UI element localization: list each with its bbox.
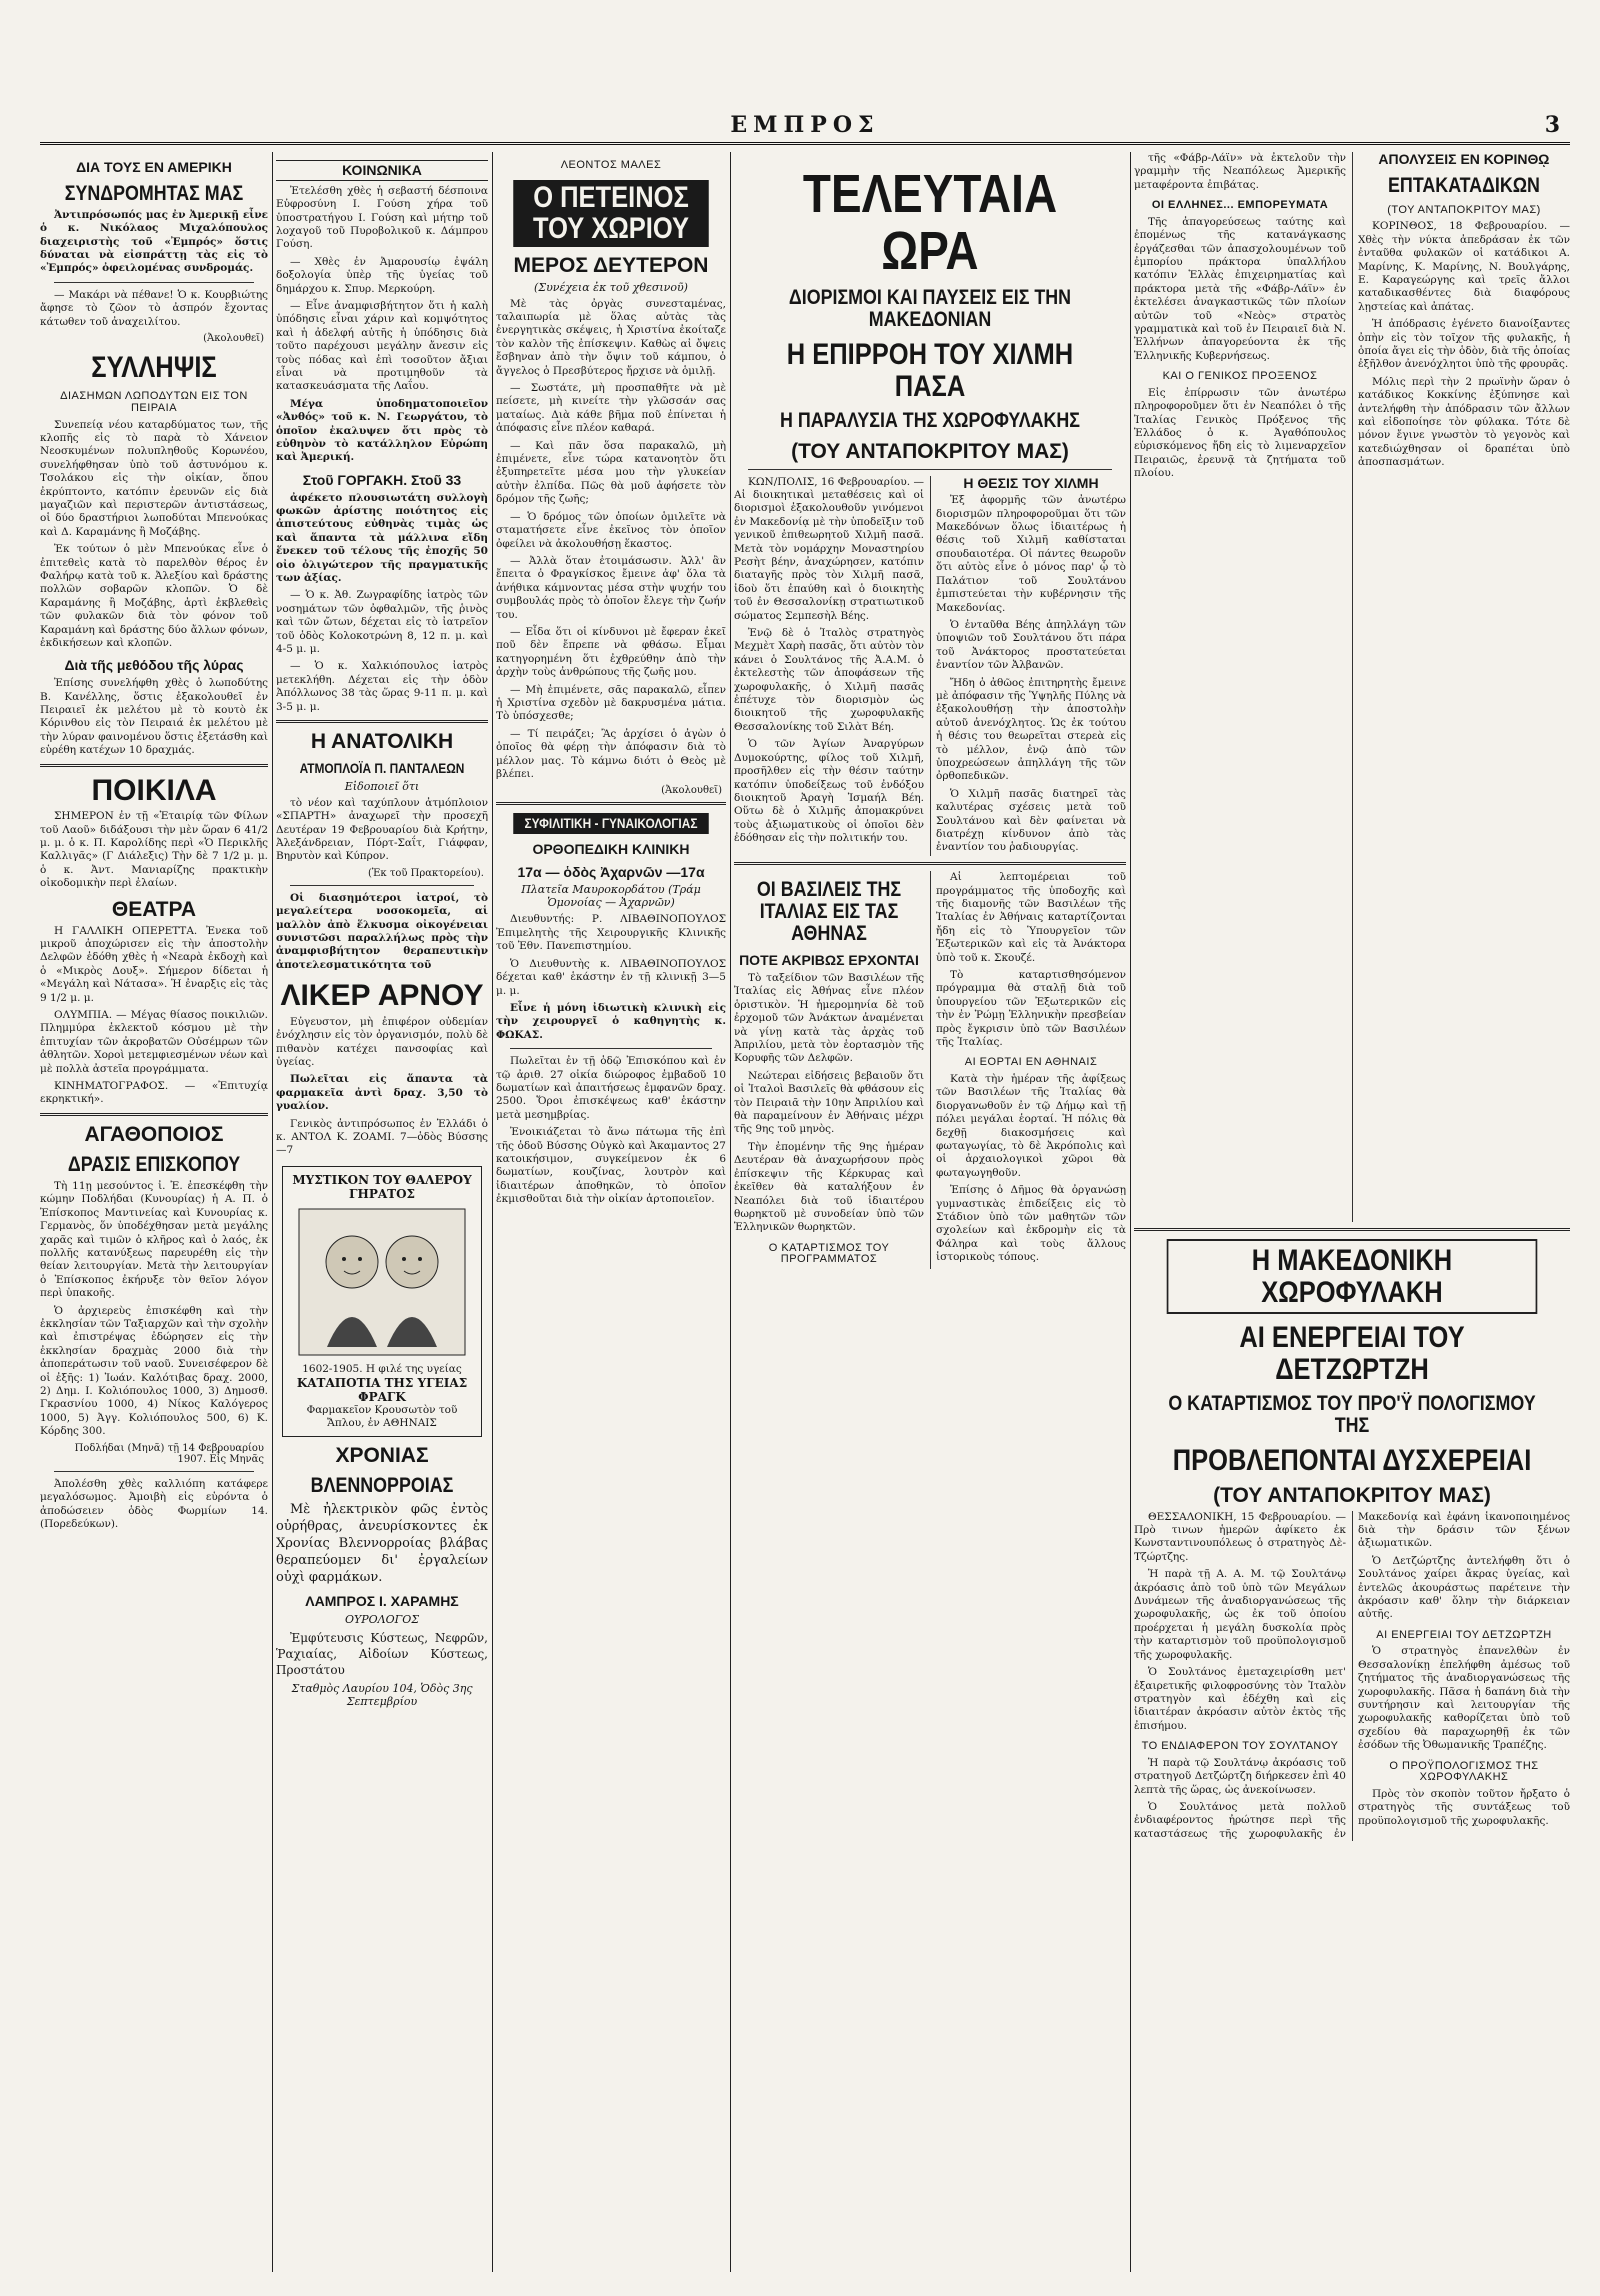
- subheadline: Στοῦ ΓΟΡΓΑΚΗ. Στοῦ 33: [302, 471, 462, 488]
- article-text: — Μακάρι νὰ πέθανε! Ὁ κ. Κουρβιώτης ἄφησε τὸ ζῶον τὸ ἀσπρόν ἔχοντας κάτωθεν τοῦ ἀναχειλίτου.: [40, 288, 268, 328]
- article-text: — Εἶδα ὅτι οἱ κίνδυνοι μὲ ἔφεραν ἐκεῖ ποῦ δὲν ἔπρεπε νὰ φθάσω. Εἶμαι κατηγορημένη ὅτι ἐχθρεύθην ἀπὸ τὴν ἀρχὴν τοὺς ἀνθρώπους τῆς ζωῆς μου.: [496, 625, 726, 679]
- article-text: Τὸ καταρτισθησόμενον πρόγραμμα θὰ σταλῇ διὰ τοῦ ὑπουργείου τῶν Ἐξωτερικῶν εἰς τὴν ἐν Ῥώμῃ Ἑλληνικὴν πρεσβείαν πρὸς ἔγκρισιν ὑπὸ τῶν Βασιλέων τῆς Ἰταλίας.: [936, 969, 1126, 1049]
- subheadline: ΑΙ ΕΝΕΡΓΕΙΑΙ ΤΟΥ ΔΕΤΖΩΡΤΖΗ: [1376, 1628, 1552, 1641]
- article-text: Τὴ 11ῃ μεσούντος ἰ. Ἐ. ἐπεσκέφθη τὴν κώμην Ποδλήδαι (Κυνουρίας) ἡ Α. Π. ὁ Ἐπίσκοπος Μαντινείας καὶ Κυνουρίας κ. Γερμανὸς, ὅν ὑποδέχθησαν μετὰ μεγάλης χαρᾶς καὶ τιμῶν ὁ κλῆρος καὶ ὁ λαός, ἐκ πολλῆς κατανύξεως παρευρέθη εἰς τὴν θείαν λειτουργίαν. Μετὰ τὴν λειτουργίαν ὁ Ἐπίσκοπος ἐκήρυξε τὸν θεῖον λόγον περὶ ὑπακοῆς.: [40, 1179, 268, 1300]
- serial-title: Ο ΠΕΤΕΙΝΟΣ ΤΟΥ ΧΩΡΙΟΥ: [513, 180, 709, 247]
- headline: ΟΙ ΒΑΣΙΛΕΙΣ ΤΗΣ ΙΤΑΛΙΑΣ ΕΙΣ ΤΑΣ ΑΘΗΝΑΣ: [756, 878, 902, 946]
- serial-note: (Συνέχεια ἐκ τοῦ χθεσινοῦ): [534, 280, 688, 294]
- subheadline: ΤΟ ΕΝΔΙΑΦΕΡΟΝ ΤΟΥ ΣΟΥΛΤΑΝΟΥ: [1141, 1740, 1339, 1753]
- divider: [510, 1048, 712, 1049]
- ad-caption: 1602-1905. Η φιλέ της υγείας: [302, 1362, 462, 1375]
- headline: ΑΤΜΟΠΛΟΪΑ Π. ΠΑΝΤΑΛΕΩΝ: [299, 760, 465, 777]
- article-text: Αἱ λεπτομέρειαι τοῦ προγράμματος τῆς ὑποδοχῆς καὶ τῆς διαμονῆς τῶν Βασιλέων τῆς Ἰταλίας ἐν Ἀθήναις καταρτίζονται ἤδη εἰς τὸ Ὑπουργεῖον τῶν Ἐξωτερικῶν καὶ εἰς τὰ Ἀνάκτορα ὑπὸ τοῦ κ. Σκουζέ.: [936, 871, 1126, 964]
- byline: (ΤΟΥ ΑΝΤΑΠΟΚΡΙΤΟΥ ΜΑΣ): [791, 439, 1069, 463]
- article-text: Ὁ ἀρχιερεὺς ἐπισκέφθη καὶ τὴν ἐκκλησίαν τῶν Ταξιαρχῶν καὶ τὴν σχολὴν καὶ ἐπιστρέψας ἐδώρησεν εἰς τὴν ἐκκλησίαν δραχμὰς 2000 διὰ τὴν ἀποπεράτωσιν τοῦ ναοῦ. Συνεισέφερον δὲ οἱ ἐξῆς: 1) Ἰωάν. Καλότιβας δραχ. 2000, 2) Δημ. Ι. Κολιόπουλος 1000, 3) Δημοσθ. Γκρασνίου 1000, 4) Νίκος Καλόγερος 1000, 5) Ἀγγ. Κολιόπουλος 500, 6) Κ. Κόρδης 300.: [40, 1304, 268, 1438]
- divider: [54, 1471, 254, 1472]
- ad-address: Σταθμὸς Λαυρίου 104, Ὁδὸς 3ης Σεπτεμβρίου: [291, 1681, 473, 1708]
- subheadline: Η ΘΕΣΙΣ ΤΟΥ ΧΙΛΜΗ: [963, 474, 1099, 491]
- subheadline: ΔΙΑΣΗΜΩΝ ΛΩΠΟΔΥΤΩΝ ΕΙΣ ΤΟΝ ΠΕΙΡΑΙΑ: [60, 390, 248, 415]
- ad-caption: Φαρμακεῖον Κρουσωτὸν τοῦ Ἄπλου, ἐν ΑΘΗΝΑΙΣ: [306, 1403, 458, 1429]
- headline: ΠΡΟΒΛΕΠΟΝΤΑΙ ΔΥΣΧΕΡΕΙΑΙ: [1172, 1444, 1532, 1478]
- article-text: τὸ νέον καὶ ταχύπλουν ἀτμόπλοιον «ΣΠΑΡΤΗ» ἀναχωρεῖ τὴν προσεχῆ Δευτέραν 19 Φεβρουαρίου διὰ Κρήτην, Ἀλεξάνδρειαν, Πόρτ-Σαΐτ, Γιάφφαν, Βηρυτὸν καὶ Κύπρον.: [276, 796, 488, 863]
- article-text: Ἤδη ὁ ἀθῶος ἐπιτηρητὴς ἔμεινε μὲ ἀπόφασιν τῆς Ὑψηλῆς Πύλης νὰ ἐξακολουθήσῃ τὴν ἀποστολὴν αὐτοῦ ἀνενόχλητος. Ὡς ἐκ τούτου ἡ θέσις του θεωρεῖται στερεὰ εἰς τὸ μέλλον, ἐνῷ ἀπὸ τῶν ὑποχρεώσεων ἀπηλλάγη τῆς τῶν ὀρθοπεδικῶν.: [936, 676, 1126, 783]
- article-text: Ὁ Σουλτάνος μετὰ πολλοῦ ἐνδιαφέροντος ἠρώτησε περὶ τῆς καταστάσεως τῆς χωροφυλακῆς ἐν Μακεδονίᾳ καὶ ἐφάνη ἱκανοποιημένος διὰ τὴν δράσιν τῶν ξένων ἀξιωματικῶν.: [1134, 1510, 1570, 1840]
- advertisement-box: [282, 1166, 482, 1437]
- ad-title: ΛΑΜΠΡΟΣ Ι. ΧΑΡΑΜΗΣ: [305, 1592, 459, 1609]
- article-signature: (Ἐκ τοῦ Πρακτορείου).: [368, 867, 484, 879]
- ad-title: ΛΙΚΕΡ ΑΡΝΟΥ: [280, 979, 484, 1013]
- article-text: — Ὁ κ. Χαλκιόπουλος ἰατρὸς μετεκλήθη. Δέχεται εἰς τὴν ὁδὸν Ἀπόλλωνος 38 τὰς ὥρας 9-11 π. μ. καὶ 3-5 μ. μ.: [276, 660, 488, 713]
- ad-address: Πλατεῖα Μαυροκορδάτου (Τράμ Ὁμονοίας — Ἀχαρνῶν): [521, 883, 701, 910]
- headline: ΔΡΑΣΙΣ ΕΠΙΣΚΟΠΟΥ: [67, 1152, 241, 1176]
- article-signature: (Ἀκολουθεῖ): [203, 332, 264, 344]
- article-text: Η ΓΑΛΛΙΚΗ ΟΠΕΡΕΤΤΑ. Ἐνεκα τοῦ μικροῦ ἀποχώρισεν εἰς τὴν ἀποστολὴν Δελφῶν ἐδόθη χθὲς ἡ «Νεαρὰ ἐκδοχὴ καὶ ὁ «Μικρὸς Δουξ». Σήμερον δίδεται ἡ «Μεγάλη καὶ Νάτασα». Ἡ ἐναρξις εἰς τὰς 9 1/2 μ. μ.: [40, 924, 268, 1004]
- article-text: ΚΩΝ/ΠΟΛΙΣ, 16 Φεβρουαρίου. — Αἱ διοικητικαὶ μεταθέσεις καὶ οἱ διορισμοὶ ἐξακολουθοῦν γινόμενοι ἐν Μακεδονίᾳ μὲ τὴν ὑποδεῖξιν τοῦ γενικοῦ ἐπιθεωρητοῦ Χιλμῆ πασᾶ. Μετὰ τὸν νομάρχην Μοναστηρίου Ρεσὴτ βέην, ἀναχώρησεν, κατόπιν διαταγῆς πρὸς τὸν Χιλμῆ πασᾶ, ἰδοὺ ὅτι ἐπαύθη καὶ ὁ διοικητὴς τοῦ ἐν Θεσσαλονίκῃ στρατιωτικοῦ σώματος Σεμπεσὴλ Βέης.: [734, 475, 925, 622]
- article-text: Πρὸς τὸν σκοπὸν τοῦτον ἤρξατο ὁ στρατηγὸς τῆς συντάξεως τοῦ προϋπολογισμοῦ τῆς χωροφυλακῆς.: [1358, 1787, 1570, 1827]
- section-heading: ΠΟΙΚΙΛΑ: [91, 773, 217, 807]
- article-text: Συνεπείᾳ νέου καταρδύματος των, τῆς κλοπῆς εἰς τὸ παρὰ τὸ Χάνειον Νεοσκυμένων πολυπληθοῦς Κορωνέου, συνελήφθησαν ὑπὸ τοῦ ἀστυνόμου κ. Τσολάκου εἰς τὴν οἰκίαν, ὅπου ἐκρύπτοντο, κατόπιν ἐρευνῶν εἰς διὰ μαγαζιῶν καὶ περιστερῶν ἀντιστάσεως, οἱ δύο δραστήριοι λωποδύται Μπενούκας καὶ Δ. Καραμάνης ἢ Μοζάβης.: [40, 418, 268, 538]
- article-columns: [1134, 152, 1570, 1222]
- subheadline: ΑΙ ΕΟΡΤΑΙ ΕΝ ΑΘΗΝΑΙΣ: [964, 1056, 1098, 1069]
- article-text: Τὴν ἐπομένην τῆς 9ης ἡμέραν Δευτέραν θὰ ἀναχωρήσουν πρὸς ἐπίσκεψιν τῆς Κέρκυρας καὶ ἐκεῖθεν θὰ καταλήξουν ἐν Νεαπόλει διὰ τοῦ ἰδιαιτέρου θωρηκτοῦ μὲ συνοδείαν ὑπὸ τῶν Ἑλληνικῶν θωρηκτῶν.: [734, 1140, 924, 1234]
- article-text: Ἐνῷ δὲ ὁ Ἰταλὸς στρατηγὸς Μεχμὲτ Χαρὴ πασᾶς, ὅτι αὐτὸν τὸν κάνει ὁ Σουλτάνος τῆς Ἀ.Α.Μ. ὁ ἐκτελεστὴς τῶν ἀποφάσεων τῆς χωροφυλακῆς, ὁ Χιλμῆ πασᾶς ἐπέτυχε τὸν διορισμὸν ὡς διοικητοῦ τῆς χωροφυλακῆς Θεσσαλονίκης τοῦ Σιλὰτ Βέη.: [734, 627, 924, 733]
- article-text: Ὁ τῶν Ἀγίων Ἀναργύρων Δυμοκούρτης, φίλος τοῦ Χιλμῆ, προσῆλθεν εἰς τὴν θέσιν ταύτην κατόπιν ὑποδείξεως τοῦ ἐνδόξου διοικητοῦ Ἀραγὴ Ἰσμαήλ Βέη. Οὕτω δὲ ὁ Χιλμῆς ἀπομακρύνει τοὺς ἀξιωματικοὺς οἱ ὁποῖοι δὲν ἐδόθησαν εἰς τὴν πολιτικήν του.: [734, 738, 924, 845]
- article-text: Ἡ παρὰ τῇ Α. Α. Μ. τῷ Σουλτάνῳ ἀκρόασις ἀπὸ τοῦ ὑπὸ τῶν Μεγάλων Δυνάμεων τῆς ἀναδιοργανώσεως τῆς χωροφυλακῆς, ὡς ἐκ τοῦ ὁποίου προέρχεται ἡ μεγάλη δυσκολία πρὸς τὴν καταρτισμὸν τοῦ προϋπολογισμοῦ τῆς χωροφυλακῆς.: [1134, 1568, 1346, 1661]
- headline: ΣΥΛΛΗΨΙΣ: [91, 350, 217, 384]
- article-text: Τῆς ἀπαγορεύσεως ταύτης καὶ ἐπομένως τῆς κατανάγκασης ἐργάζεσθαι τῶν ἀπασχολουμένων τοῦ ἐμπορίου πράκτορα ὑπαλλήλου κατόπιν Ἑλλὰς ἐπιχειρηματίας καὶ πράκτορα μετὰ τῆς «Φάβρ-Λάϊν» ἐν ἐκτελέσει ἀναγκαστικῶς τῶν πλοίων αὐτῶν τοῦ «Νεὸς» στρατὸς γραμματικὰ καὶ τοῦ ἐν Πειραιεῖ διὰ Ν. Ἑλλήνων ἀπαγορεύοντα ἐκ τῆς Ἑλληνικῆς Κυβερνήσεως.: [1134, 215, 1346, 362]
- article-text: Οἱ διασημότεροι ἰατροί, τὸ μεγαλείτερα νοσοκομεῖα, αἱ μαλλὸν ἀπὸ ἕλκυσμα οἰκογένειαι συνιστῶσι παραλλήλως πρὸς τὴν ἀναμφισβήτητον θεραπευτικὴν ἀποτελεσματικότητα τοῦ: [276, 891, 488, 971]
- main-headline: ΤΕΛΕΥΤΑΙΑ ΩΡΑ: [802, 164, 1058, 281]
- article-text: ΟΛΥΜΠΙΑ. — Μέγας θίασος ποικιλιῶν. Πλημμύρα ἐκλεκτοῦ κόσμου μὲ τὴν ἐπιτυχίαν τῶν ἀκροβατῶν Οὐσέμρων τῶν ἀθλητῶν. Χοροὶ μετεμφιεσμένων νέων καὶ μὲ πολλὰ ἀστεῖα προγράμματα.: [40, 1009, 268, 1075]
- article-text: Κατὰ τὴν ἡμέραν τῆς ἀφίξεως τῶν Βασιλέων τῆς Ἰταλίας θὰ διοργανωθοῦν ἐν τῷ Δήμῳ καὶ τῇ πόλει μεγάλαι ἑορταί. Ἡ πόλις θὰ δεχθῇ διακοσμήσεις καὶ φωταγωγίας, τὸ δὲ Ἀκρόπολις καὶ οἱ ἀρχαιολογικοὶ χῶροι θὰ φωταγωγηθοῦν.: [936, 1073, 1126, 1179]
- article-text: Εἰς ἐπίρρωσιν τῶν ἀνωτέρω πληροφοροῦμεν ὅτι ἐν Νεαπόλει ὁ τῆς Ἰταλίας Γενικὸς Πρόξενος τῆς Ἑλλάδος ὁ κ. Ἀγαθόπουλος εὑρισκόμενος ἤδη εἰς τὸ λιμεναρχεῖον Πειραιῶς, ἐρευνᾷ τὰ ζητήματα τοῦ πλοίου.: [1134, 386, 1346, 480]
- column-divider: [730, 152, 731, 2272]
- headline: ΑΙ ΕΝΕΡΓΕΙΑΙ ΤΟΥ ΔΕΤΖΩΡΤΖΗ: [1239, 1321, 1465, 1386]
- section-heading: ΚΟΙΝΩΝΙΚΑ: [276, 160, 488, 181]
- article-text: — Καὶ πᾶν ὅσα παρακαλῶ, μὴ ἐπιμένετε, εἶνε τώρα κατανοητὸν ὅτι ἐξυπηρετεῖτε μέσα μου τὴν γλυκείαν αὐτὴν ἐλπίδα. Πῶς θὰ μοῦ ἀφήσετε τὸν δρόμον τῆς ζωῆς;: [496, 439, 726, 506]
- subheadline: Ο ΠΡΟΫΠΟΛΟΓΙΣΜΟΣ ΤΗΣ ΧΩΡΟΦΥΛΑΚΗΣ: [1389, 1759, 1539, 1784]
- article-text: — Χθὲς ἐν Ἀμαρουσίῳ ἐψάλη δοξολογία ὑπὲρ τῆς ὑγείας τοῦ δημάρχου κ. Σπυρ. Μερκούρη.: [276, 255, 488, 295]
- ad-text: Ἐμφύτευσις Κύστεως, Νεφρῶν, Ῥαχιαίας, Αἰδοίων Κύστεως, Προστάτου: [276, 1630, 488, 1677]
- article-signature: (Ἀκολουθεῖ): [661, 785, 722, 797]
- column-5: [1134, 152, 1570, 2272]
- article-text: Ὁ στρατηγὸς ἐπανελθὼν ἐν Θεσσαλονίκῃ ἐπελήφθη ἀμέσως τοῦ ζητήματος τῆς ἀναδιοργανώσεως τῆς χωροφυλακῆς. Πᾶσα ἡ δαπάνη διὰ τὴν συντήρησιν καὶ λειτουργίαν τῆς χωροφυλακῆς καθορίζεται ὑπὸ τοῦ σχεδίου θὰ παραχωρηθῇ ἐκ τῶν ἐσόδων τῆς Ὀθωμανικῆς Τραπέζης.: [1358, 1645, 1570, 1752]
- headline: ΑΓΑΘΟΠΟΙΟΣ: [84, 1122, 224, 1146]
- elderly-couple-illustration: [297, 1207, 467, 1357]
- headline: Η ΑΝΑΤΟΛΙΚΗ: [310, 730, 454, 753]
- ad-text: Μὲ ἠλεκτρικὸν φῶς ἐντὸς οὐρήθρας, ἀνευρίσκοντες ἐκ Χρονίας Βλεννορροίας βλάβας θεραπεύομεν δι' ἐργαλείων οὐχὶ φαρμάκων.: [276, 1501, 488, 1585]
- headline: ΣΥΝΔΡΟΜΗΤΑΣ ΜΑΣ: [64, 181, 244, 205]
- article-text: Ἐκ τούτων ὁ μὲν Μπενούκας εἶνε ὁ ἐπιτεθεὶς κατὰ τὸ παρελθὸν θέρος ἐν Φαλήρῳ κατὰ τοῦ κ. Ἀλεξίου καὶ δράστης πολλῶν σοβαρῶν κλοπῶν. Ὁ δὲ Καραμάνης ἢ Μοζάβης, ἀρτὶ ἐκβλεθεὶς τῶν φυλακῶν διὰ τὸν φόνον τοῦ Καραμάνη καὶ δράστης δύο ἄλλων φόνων, ἐκδικήσεων καὶ κλοπῶν.: [40, 543, 268, 650]
- ad-title: ΣΥΦΙΛΙΤΙΚΗ - ΓΥΝΑΙΚΟΛΟΓΙΑΣ: [513, 813, 709, 834]
- headline: ΔΙΑ ΤΟΥΣ ΕΝ ΑΜΕΡΙΚΗ: [76, 159, 232, 175]
- classified-ad: Ἐνοικιάζεται τὸ ἄνω πάτωμα τῆς ἐπὶ τῆς ὁδοῦ Βύσσης Οὐγκὸ καὶ Ἀκαμαντος 27 κατοικήσιμον, συγκείμενον ἐκ 6 δωματίων, κουζίνας, λουτρὸν καὶ ἰδιαιτέρων ἀποθηκῶν, τὸ ὁποῖον ἐκμισθοῦται διὰ τὴν οἰκίαν ἀρτοποιεῖον.: [496, 1126, 726, 1206]
- headline: ΑΠΟΛΥΣΕΙΣ ΕΝ ΚΟΡΙΝΘῼ: [1378, 152, 1550, 167]
- divider: [54, 282, 254, 283]
- article-columns: [734, 871, 1126, 1269]
- article-text: Μέγα ὑποδηματοποιεῖον «Ἀνθός» τοῦ κ. Ν. Γεωργάτου, τὸ ὁποῖον ἐκαλυψεν ὅτι πρὸς τὸ εὐθηνὸν τὸ κατάλληλον Εὐρώπη καὶ Ἀμερική.: [276, 397, 488, 464]
- article-text: Ἀντιπρόσωπός μας ἐν Ἀμερικῇ εἶνε ὁ κ. Νικόλαος Μιχαλόπουλος διαχειριστὴς τοῦ «Ἐμπρός» ὅστις δύναται νὰ εἰσπράττῃ τὰς εἰς τὸ «Ἐμπρός» ὀφειλομένας συνδρομάς.: [40, 208, 268, 275]
- headline: Η ΕΠΙΡΡΟΗ ΤΟΥ ΧΙΛΜΗ ΠΑΣΑ: [786, 338, 1074, 403]
- divider: [290, 885, 474, 886]
- subheadline: Εἰδοποιεῖ ὅτι: [344, 779, 420, 793]
- ad-text: Γενικὸς ἀντιπρόσωπος ἐν Ἑλλάδι ὁ κ. ΑΝΤΟΛ Κ. ΖΟΑΜΙ. 7—ὁδὸς Βύσσης—7: [276, 1117, 488, 1157]
- article-text: Ἐπίσης ὁ Δῆμος θὰ ὀργανώσῃ γυμναστικὰς ἐπιδείξεις εἰς τὸ Στάδιον ὑπὸ τῶν μαθητῶν τῶν σχολείων καὶ ἐκδρομὴν εἰς τὰ Φάληρα καὶ τοὺς ἄλλους ἱστορικοὺς τόπους.: [936, 1184, 1126, 1264]
- article-text: ΘΕΣΣΑΛΟΝΙΚΗ, 15 Φεβρουαρίου. — Πρὸ τινων ἡμερῶν ἀφίκετο ἐκ Κωνσταντινουπόλεως ὁ στρατηγὸς Δὲ-Τζώρτζης.: [1134, 1510, 1346, 1563]
- column-1: [40, 152, 268, 2272]
- section-heading: ΘΕΑΤΡΑ: [111, 897, 197, 921]
- column-divider: [272, 152, 273, 2272]
- main-headline: Η ΜΑΚΕΔΟΝΙΚΗ ΧΩΡΟΦΥΛΑΚΗ: [1167, 1239, 1538, 1314]
- column-2: [276, 152, 488, 2272]
- article-text: Ἐτελέσθη χθὲς ἡ σεβαστή δέσποινα Εὐφροσύνη Ι. Γούση χήρα τοῦ ὑποστρατήγου Ι. Γούση καὶ μήτηρ τοῦ λοχαγοῦ τοῦ Πυροβολικοῦ κ. Δάμπρου Γούση.: [276, 184, 488, 251]
- ad-address: 17α — ὁδὸς Ἀχαρνῶν —17α: [517, 863, 705, 880]
- serial-part: ΜΕΡΟΣ ΔΕΥΤΕΡΟΝ: [513, 253, 709, 277]
- headline: Η ΠΑΡΑΛΥΣΙΑ ΤΗΣ ΧΩΡΟΦΥΛΑΚΗΣ: [779, 409, 1081, 433]
- article-text: Τὸ ταξείδιον τῶν Βασιλέων τῆς Ἰταλίας εἰς Ἀθήνας εἶνε πλέον ὁριστικὸν. Ἡ ἡμερομηνία δὲ τοῦ ἐρχομοῦ τῶν Ἀνάκτων ἀναμένεται νὰ γίνῃ κατὰ τὰς ἀρχὰς τοῦ Ἀπριλίου, μετὰ τὸν ἑορτασμὸν τῆς Κορυφῆς τῶν Δελφῶν.: [734, 972, 924, 1065]
- headline: ΔΙΟΡΙΣΜΟΙ ΚΑΙ ΠΑΥΣΕΙΣ ΕΙΣ ΤΗΝ ΜΑΚΕΔΟΝΙΑΝ: [788, 286, 1072, 332]
- article-signature: Ποδλήδαι (Μηνᾶ) τῇ 14 Φεβρουαρίου 1907. Εἷς Μηνᾶς: [74, 1442, 264, 1465]
- article-text: — Ὁ δρόμος τῶν ὁποίων ὁμιλεῖτε νὰ σταματήσετε εἶνε ἐκεῖνος τὸν ὁποῖον ὀφείλει νὰ ἀκολουθήσῃ ἕκαστος.: [496, 510, 726, 550]
- ad-text: Διευθυντής: Ρ. ΛΙΒΑΘΙΝΟΠΟΥΛΟΣ Ἐπιμελητὴς τῆς Χειρουργικῆς Κλινικῆς τοῦ Ἐθν. Πανεπιστημίου.: [496, 913, 726, 953]
- article-text: Νεώτεραι εἰδήσεις βεβαιοῦν ὅτι οἱ Ἰταλοὶ Βασιλεῖς θὰ φθάσουν εἰς τὸν Πειραιᾶ τὴν 10ην Ἀπριλίου καὶ θὰ παραμείνουν ἐν Ἀθήναις μέχρι τῆς 9ης τοῦ μηνὸς.: [734, 1069, 924, 1136]
- article-text: Μὲ τὰς ὀργὰς συνεσταμένας, ταλαιπωρία μὲ ὅλας αὐτὰς τὰς ἐνεργητικὰς σκέψεις, ἡ Χριστίνα ἐκοίταζε τὸν καλὸν τῆς ἐπίσκεψιν. Καθὼς αἱ ὄψεις ἔσβηναν ἀπὸ τὴν ὄψιν τοῦ κάμπου, ὁ ἄγγελος ὁ Πρεσβύτερος ἤρχισε νὰ ὁμιλῇ.: [496, 297, 726, 377]
- article-text: Ὁ Σουλτάνος ἐμεταχειρίσθη μετ' ἐξαιρετικῆς φιλοφροσύνης τὸν Ἰταλὸν στρατηγὸν καὶ ἐδέχθη καὶ εἰς ἰδιαιτέραν ἀκρόασιν αὐτὸν ἐκτὸς τῆς ἐπισήμου.: [1134, 1666, 1346, 1732]
- article-text: — Τί πειράζει; Ἂς ἀρχίσει ὁ ἀγὼν ὁ ὁποῖος θὰ φέρῃ τὴν ἀπόφασιν διὰ τὸ μέλλον μας. Τὸ κάμνω διότι ὁ Θεὸς μὲ βλέπει.: [496, 727, 726, 780]
- ad-subtitle: ΟΡΘΟΠΕΔΙΚΗ ΚΛΙΝΙΚΗ: [532, 841, 690, 858]
- article-text: — Ἀλλὰ ὅταν ἐτοιμάσωσιν. Ἀλλ' ἂν ἔπειτα ὁ Φραγκίσκος ἔμεινε ἀφ' ὅλα τὰ ἀνήθικα κάμνοντας μέσα στὴν ψυχήν του συμβουλάς πρὸς τὸ ὁποῖον ἔλεγε τὴν ζωήν του.: [496, 554, 726, 621]
- ad-text: Εὐγευστον, μὴ ἐπιφέρον οὐδεμίαν ἐνόχλησιν εἰς τὸν ὀργανισμόν, πολὺ δὲ πιθανὸν κατέχει πανσοφίας καὶ ὑγείας.: [276, 1015, 488, 1068]
- divider: [496, 802, 726, 805]
- column-4: [734, 152, 1126, 2272]
- article-text: ΚΙΝΗΜΑΤΟΓΡΑΦΟΣ. — «Ἐπιτυχίᾳ εκρηκτική».: [40, 1080, 268, 1106]
- article-text: Ἡ παρὰ τῷ Σουλτάνῳ ἀκρόασις τοῦ στρατηγοῦ Δετζώρτζη διήρκεσεν ἐπὶ 40 λεπτὰ τῆς ὥρας, ὡς ἀνεκοίνωσεν.: [1134, 1756, 1346, 1796]
- article-text: Μόλις περὶ τὴν 2 πρωϊνὴν ὥραν ὁ κατάδικος Κοκκίνης ἐξύπνησε καὶ ἀντελήφθη τὴν ἀπόδρασιν τῶν ἄλλων καὶ εἰδοποίησε τὸν φύλακα. Τότε δὲ μόνον ἔγινε γνωστὸν τὸ γεγονὸς καὶ κατεδιώχθησαν οἱ δραπέται ὑπὸ ἀποσπασμάτων.: [1358, 375, 1570, 469]
- byline: (ΤΟΥ ΑΝΤΑΠΟΚΡΙΤΟΥ ΜΑΣ): [1213, 1483, 1491, 1507]
- subheadline: ΟΙ ΕΛΛΗΝΕΣ... ΕΜΠΟΡΕΥΜΑΤΑ: [1151, 199, 1329, 212]
- article-text: — Ὁ κ. Ἀθ. Ζωγραφίδης ἰατρὸς τῶν νοσημάτων τῶν ὀφθαλμῶν, τῆς ῥινὸς καὶ τῶν ὤτων, δέχεται εἰς τὸ ἰατρεῖον τοῦ ὁδὸς Κολοκοτρώνη 8, 12 π. μ. καὶ 4-5 μ. μ.: [276, 589, 488, 655]
- ad-subtitle: ΟΥΡΟΛΟΓΟΣ: [344, 1612, 420, 1626]
- ad-text: Εἶνε ἡ μόνη ἰδιωτικὴ κλινικὴ εἰς τὴν χειρουργεῖ ὁ καθηγητὴς κ. ΦΩΚΑΣ.: [496, 1001, 726, 1041]
- ad-text: Ὁ Διευθυντὴς κ. ΛΙΒΑΘΙΝΟΠΟΥΛΟΣ δέχεται καθ' ἑκάστην ἐν τῇ κλινικῇ 3—5 μ. μ.: [496, 957, 726, 997]
- divider: [276, 720, 488, 723]
- column-divider: [1130, 152, 1131, 2272]
- author-line: ΛΕΟΝΤΟΣ ΜΑΛΕΣ: [560, 159, 662, 171]
- ad-text: Πωλεῖται εἰς ἅπαντα τὰ φαρμακεῖα ἀντὶ δραχ. 3,50 τὸ γυαλίον.: [276, 1073, 488, 1113]
- divider: [734, 862, 1126, 865]
- subheadline: Ο ΚΑΤΑΡΤΙΣΜΟΣ ΤΟΥ ΠΡΟΓΡΑΜΜΑΤΟΣ: [768, 1241, 890, 1266]
- subheadline: Διὰ τῆς μεθόδου τῆς λύρας: [64, 657, 244, 674]
- headline: ΧΡΟΝΙΑΣ: [335, 1443, 429, 1467]
- classified-ad: Πωλεῖται ἐν τῇ ὁδῷ Ἐπισκόπου καὶ ἐν τῷ ἀριθ. 27 οἰκία διώροφος ἐμβαδοῦ 10 δωματίων καὶ ἀπαιτήσεως ἐμφανῶν δραχ. 2500. Ὅροι ἐπισκέψεως καθ' ἑκάστην μετὰ μεσημβρίας.: [496, 1055, 726, 1121]
- divider: [1134, 1228, 1570, 1231]
- article-text: ΣΗΜΕΡΟΝ ἐν τῇ «Ἑταιρίᾳ τῶν Φίλων τοῦ Λαοῦ» διδάξουσι τὴν μὲν ὥραν 6 41/2 μ. μ. ὁ κ. Π. Καρολίδης περὶ «Ὁ Περικλῆς Καλλιγᾶς» (Γ Διάλεξις) Τὴν δὲ 7 1/2 μ. μ. ὁ κ. Ἀντ. Μανιαρίζης πρακτικὴν οἰκοδομικὴν περὶ ἐλαίων.: [40, 810, 268, 890]
- article-text: — Μὴ ἐπιμένετε, σᾶς παρακαλῶ, εἶπεν ἡ Χριστίνα σχεδὸν μὲ δακρυσμένα μάτια. Τὸ ὑπόσχεσθε;: [496, 683, 726, 723]
- headline: ΕΠΤΑΚΑΤΑΔΙΚΩΝ: [1388, 173, 1540, 197]
- column-3: [496, 152, 726, 2272]
- article-text: Ἐξ ἀφορμῆς τῶν ἀνωτέρω διορισμῶν πληροφοροῦμαι ὅτι τῶν Μακεδόνων ὅλως ἰδιαιτέρως ἡ θέσις τοῦ Χιλμῆ καθίσταται σπουδαιοτέρα. Οἱ πάντες θεωροῦν ὅτι αὐτὸς εἶνε ὁ μόνος παρ' ᾧ τὸ Παλάτιον τοῦ Σουλτάνου ἐμπιστεύεται τὴν κυβέρνησιν τῆς Μακεδονίας.: [936, 494, 1126, 614]
- subheadline: ΠΟΤΕ ΑΚΡΙΒΩΣ ΕΡΧΟΝΤΑΙ: [739, 952, 919, 969]
- ad-title: ΜΥΣΤΙΚΟΝ ΤΟΥ ΘΑΛΕΡΟΥ ΓΗΡΑΤΟΣ: [292, 1172, 472, 1201]
- divider: [40, 764, 268, 767]
- divider: [40, 1113, 268, 1116]
- ad-product-name: ΚΑΤΑΠΟΤΙΑ ΤΗΣ ΥΓΕΙΑΣ ΦΡΑΓΚ: [296, 1375, 468, 1404]
- page-number: 3: [1544, 112, 1560, 138]
- divider: [748, 469, 1112, 470]
- byline: (ΤΟΥ ΑΝΤΑΠΟΚΡΙΤΟΥ ΜΑΣ): [1387, 203, 1541, 216]
- headline: Ο ΚΑΤΑΡΤΙΣΜΟΣ ΤΟΥ ΠΡΟ'Ϋ ΠΟΛΟΓΙΣΜΟΥ ΤΗΣ: [1168, 1392, 1536, 1438]
- headline: ΒΛΕΝΝΟΡΡΟΙΑΣ: [310, 1473, 454, 1497]
- article-text: — Εἶνε ἀναμφισβήτητον ὅτι ἡ καλὴ ὑπόδησις εἶναι χάριν καὶ κομψότητος καὶ ἡ ἀδελφή αὐτῆς ἡ ὑπόδησις διὰ τοῦτο παρέχουσι μεγάλην ἄνεσιν εἰς τοὺς πόδας καὶ ἐπὶ τοσοῦτον ἄξιαι εἶναι νὰ προτιμηθοῦν τὰ κατασκευάσματα τῆς Λαΐου.: [276, 299, 488, 393]
- article-columns: [1134, 1511, 1570, 1841]
- article-text: Ὁ ἐνταῦθα Βέης ἀπηλλάγη τῶν ὑποψιῶν τοῦ Σουλτάνου ὅτι πάρα τοῦ Ἀνάκτορος προστατεύεται ἐναντίον τῶν Ἀλβανῶν.: [936, 618, 1126, 672]
- article-text: Ἀπολέσθη χθὲς καλλιόπη κατάφερε μεγαλόσωμος. Ἀμοιβὴ εἰς εὑρόντα ὁ ἀποδώσειεν ὁδὸς Φωρμίων 14. (Πορεδεύκων).: [40, 1477, 268, 1530]
- article-text: Ὁ Χιλμῆ πασᾶς διατηρεῖ τὰς καλυτέρας σχέσεις μετὰ τοῦ Σουλτάνου καὶ δὲν φαίνεται νὰ διατρέχῃ κίνδυνον ἀπὸ τὰς ἐναντίον του ῥαδιουργίας.: [936, 787, 1126, 854]
- masthead: [40, 112, 1570, 142]
- article-text: Ἡ ἀπόδρασις ἐγένετο διανοίξαντες ὀπὴν εἰς τὸν τοῖχον τῆς φυλακῆς, ἡ ὁποία ἄγει εἰς τὴν ὁδὸν, διὰ τῆς ὁποίας ἐξῆλθον ἀνενόχλητοι ὑπὸ τῆς φρουρᾶς.: [1358, 318, 1570, 371]
- newspaper-title: ΕΜΠΡΟΣ: [730, 112, 880, 138]
- article-text: ἀφέκετο πλουσιωτάτη συλλογὴ φωκῶν ἀρίστης ποιότητος εἰς ἀπιστεύτους εὐθηνὰς τιμὰς ὡς καὶ ἅπαντα τὰ μάλλινα εἴδη ἕνεκεν τοῦ τέλους τῆς ἐποχῆς 50 οἰο ὀλιγώτερον τῆς πραγματικῆς των ἀξίας.: [276, 491, 488, 584]
- article-columns: [734, 476, 1126, 857]
- subheadline: ΚΑΙ Ο ΓΕΝΙΚΟΣ ΠΡΟΞΕΝΟΣ: [1162, 370, 1318, 383]
- article-text: τῆς «Φάβρ-Λάϊν» νὰ ἐκτελοῦν τὴν γραμμὴν τῆς Νεαπόλεως Ἀμερικῆς μεταφέροντα ἐπιβάτας.: [1134, 152, 1346, 191]
- article-text: Ὁ Δετζώρτζης ἀντελήφθη ὅτι ὁ Σουλτάνος χαίρει ἄκρας ὑγείας, καὶ ἐντελῶς ἀκουράστως παρέτεινε τὴν ἀκρόασιν καθ' ὅλην τὴν διάρκειαν αὐτῆς.: [1358, 1554, 1570, 1621]
- article-text: — Σωστάτε, μὴ προσπαθῆτε νὰ μὲ πείσετε, μὴ κινείτε τὴν γλῶσσάν σας ματαίως. Διὰ κάθε βῆμα ποῦ ἐπίνεται ἡ ἀπόφασις εἶνε πλέον καθαρά.: [496, 382, 726, 435]
- article-text: ΚΟΡΙΝΘΟΣ, 18 Φεβρουαρίου. — Χθὲς τὴν νύκτα ἀπεδράσαν ἐκ τῶν ἐνταῦθα φυλακῶν οἱ κατάδικοι Α. Μαρίνης, Κ. Μαρίνης, Ν. Βουλγάρης, Ε. Καραγεώργης καὶ τρεῖς ἄλλοι καταδικασθέντες διὰ διαφόρους λῃστείας καὶ ἀπάτας.: [1358, 220, 1570, 313]
- masthead-rule: [40, 142, 1570, 145]
- column-divider: [492, 152, 493, 2272]
- article-text: Ἐπίσης συνελήφθη χθὲς ὁ λωποδύτης Β. Κανέλλης, ὅστις ἐξακολουθεῖ ἐν Πειραιεῖ ἐκ μελέτου μὲ τὸ κουτὸ ἐκ Κόρινθου εἰς τὸν Πειραιά ἐκ μελέτου μὲ τὴν λύραν φαινομένου ὅστις ἐξετάσθη καὶ εὑρέθη κατέχων 10 δραχμάς.: [40, 677, 268, 757]
